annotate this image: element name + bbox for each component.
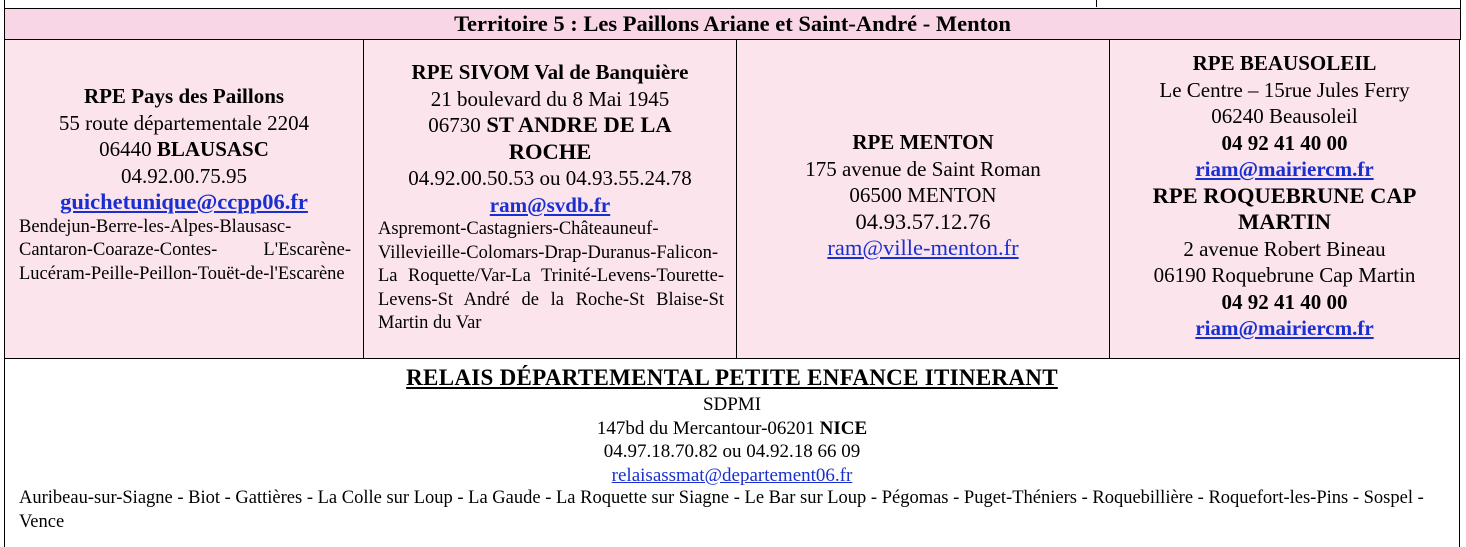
rpe-email-line (364, 192, 736, 219)
relais-address-line (5, 417, 1459, 441)
relais-org: SDPMI (702, 394, 762, 415)
rpe-city-line (364, 112, 736, 139)
rpe-email-link[interactable]: riam@mairiercm.fr (1195, 157, 1374, 181)
rpe-address: 2 avenue Robert Bineau (1183, 236, 1386, 261)
cell-rpe-paillons (4, 40, 364, 358)
rpe-name: RPE BEAUSOLEIL (1192, 51, 1377, 75)
rpe-email-link[interactable]: riam@mairiercm.fr (1195, 316, 1374, 340)
previous-row-edge (4, 0, 1461, 9)
relais-email-line (5, 464, 1459, 488)
rpe-email-link[interactable]: ram@ville-menton.fr (827, 235, 1019, 260)
rpe-email-link[interactable]: ram@svdb.fr (489, 192, 611, 217)
rpe-address: 175 avenue de Saint Roman (805, 156, 1041, 181)
cell-rpe-menton (737, 40, 1110, 358)
rpe-city: ST ANDRE DE LA (486, 112, 672, 137)
relais-heading: RELAIS DÉPARTEMENTAL PETITE ENFANCE ITINERANT (406, 365, 1058, 390)
rpe-postcode: 06730 (428, 113, 481, 137)
rpe-address: 55 route départementale 2204 (58, 110, 310, 135)
rpe-city: 06500 MENTON (849, 183, 997, 207)
rpe-address: 21 boulevard du 8 Mai 1945 (430, 86, 670, 111)
rpe-name-cont: MARTIN (1238, 209, 1331, 234)
rpe-phone: 04.92.00.50.53 ou 04.93.55.24.78 (408, 166, 692, 190)
rpe-phone: 04.92.00.75.95 (121, 163, 247, 188)
relais-city: NICE (819, 417, 868, 439)
relais-address: 147bd du Mercantour-06201 (596, 417, 820, 439)
relais-phone: 04.97.18.70.82 ou 04.92.18 66 09 (603, 441, 861, 462)
rpe-email-line (1110, 156, 1459, 183)
rpe-name: RPE MENTON (852, 130, 994, 154)
cell-rpe-sivom (364, 40, 737, 358)
rpe-communes: Bendejun-Berre-les-Alpes-Blausasc-Cantaron-Coaraze-Contes- L'Escarène-Lucéram-Peille-Peillon-Touët-de-l'Escarène (19, 216, 351, 284)
rpe-name: RPE ROQUEBRUNE CAP (1152, 182, 1417, 208)
rpe-communes: Aspremont-Castagniers-Châteauneuf-Villevieille-Colomars-Drap-Duranus-Falicon-La Roquette/Var-La Trinité-Levens-Tourette-Levens-St André de la Roche-St Blaise-St Martin du Var (378, 219, 724, 333)
rpe-phone: 04.93.57.12.76 (855, 208, 991, 234)
relais-departemental-section (4, 359, 1460, 547)
rpe-email-line (5, 189, 363, 216)
column-divider (1096, 0, 1097, 7)
rpe-email-link[interactable]: guichetunique@ccpp06.fr (60, 189, 308, 214)
rpe-email-line (737, 235, 1109, 262)
rpe-city: BLAUSASC (156, 137, 269, 161)
rpe-city: 06240 Beausoleil (1211, 104, 1358, 128)
cell-rpe-beausoleil-roquebrune (1110, 40, 1460, 358)
rpe-phone: 04 92 41 40 00 (1221, 130, 1348, 155)
rpe-city-line (5, 136, 363, 163)
rpe-postcode: 06440 (99, 137, 152, 161)
rpe-email-line (1110, 315, 1459, 342)
rpe-name: RPE Pays des Paillons (83, 84, 285, 108)
rpe-name: RPE SIVOM Val de Banquière (411, 60, 689, 84)
relais-email-link[interactable]: relaisassmat@departement06.fr (611, 464, 853, 486)
rpe-city: 06190 Roquebrune Cap Martin (1153, 263, 1416, 287)
rpe-city-cont: ROCHE (508, 138, 592, 164)
territory-title: Territoire 5 : Les Paillons Ariane et Saint-André - Menton (4, 9, 1461, 40)
rpe-address: Le Centre – 15rue Jules Ferry (1159, 77, 1410, 102)
relais-communes: Auribeau-sur-Siagne - Biot - Gattières - La Colle sur Loup - La Gaude - La Roquette sur Siagne - Le Bar sur Loup - Pégomas - Puget-Théniers - Roquebillière - Roquefort-les-Pins - Sospel - Vence (19, 488, 1424, 532)
rpe-phone: 04 92 41 40 00 (1221, 289, 1348, 314)
